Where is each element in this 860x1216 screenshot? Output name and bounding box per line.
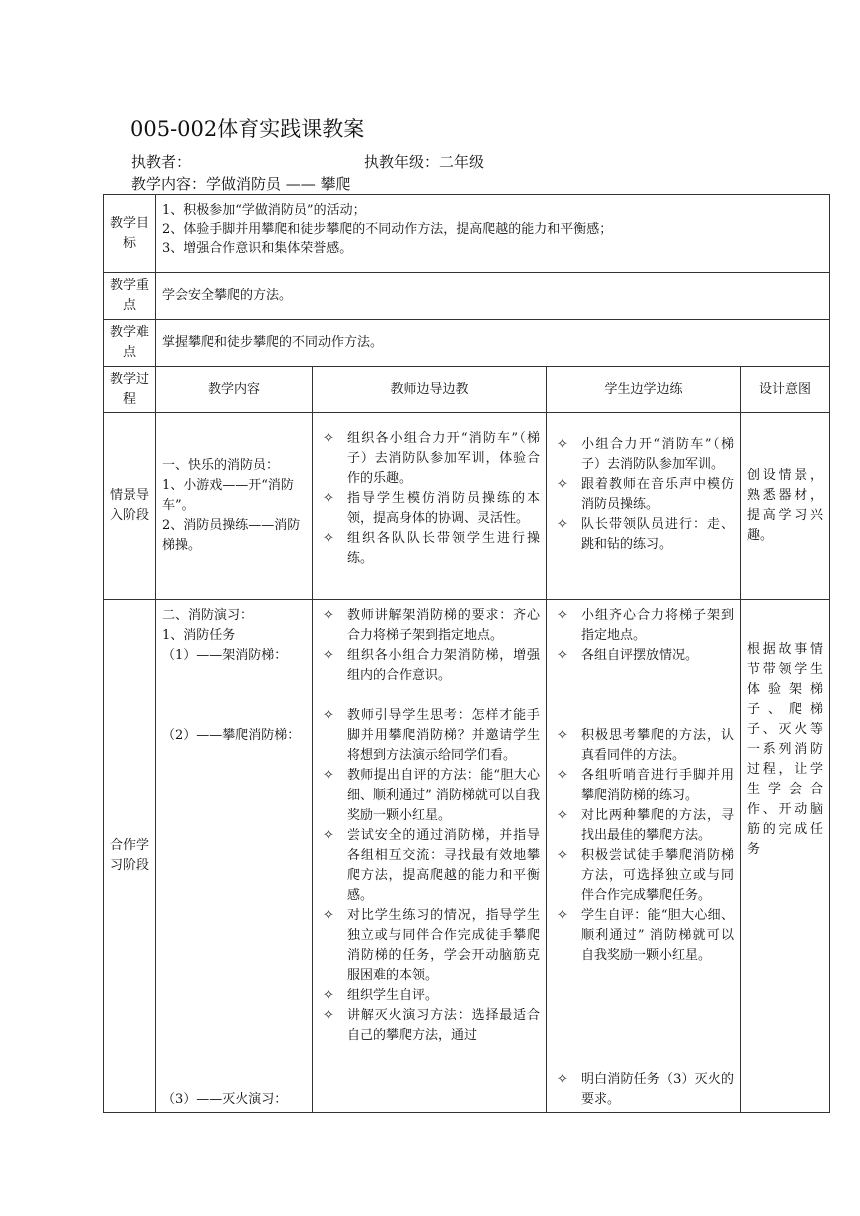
- stage2-design: 根据故事情节带领学生体验架梯子、爬梯子、灭火等一系列消防过程，让学生学会合作、开动脑筋的完成任务: [741, 600, 830, 1113]
- stage1-row: [104, 413, 830, 600]
- teacher-label: 执教者：: [131, 153, 192, 171]
- stage2-teacher-item: ✧ 教师讲解架消防梯的要求：齐心合力将梯子架到指定地点。: [323, 608, 540, 643]
- stage2-content-line: 1、消防任务: [162, 628, 236, 643]
- process-header-row: [104, 367, 830, 413]
- goals-label: 教学目标: [104, 195, 156, 273]
- bullet-icon: ✧: [323, 531, 334, 546]
- stage2-student-item: ✧ 各组听哨音进行手脚并用攀爬消防梯的练习。: [557, 768, 734, 803]
- difficulty-label: 教学难点: [104, 320, 156, 367]
- stage1-design: 创设情景，熟悉器材，提高学习兴趣。: [741, 413, 830, 600]
- bullet-icon: ✧: [557, 517, 568, 532]
- bullet-icon: ✧: [557, 728, 568, 743]
- bullet-icon: ✧: [557, 608, 568, 623]
- stage2-teacher-item: ✧ 对比学生练习的情况，指导学生独立或与同伴合作完成徒手攀爬消防梯的任务，学会开动脑筋克服困难的本领。: [323, 908, 540, 983]
- stage2-student-item: ✧ 小组齐心合力将梯子架到指定地点。: [557, 608, 734, 643]
- stage2-teacher-item: ✧ 讲解灭火演习方法：选择最适合自己的攀爬方法，通过: [323, 1008, 540, 1043]
- stage2-teacher-item: ✧ 尝试安全的通过消防梯，并指导各组相互交流：寻找最有效地攀爬方法，提高爬越的能力和平衡感。: [323, 828, 540, 903]
- stage1-teacher-item: ✧ 组织各小组合力开“消防车”（梯子）去消防队参加军训，体验合作的乐趣。: [323, 431, 540, 486]
- stage1-content-line: 一、快乐的消防员：: [162, 458, 280, 473]
- focus-text: 学会安全攀爬的方法。: [156, 273, 830, 320]
- stage1-student: [547, 413, 741, 600]
- stage2-student-item: ✧ 对比两种攀爬的方法，寻找出最佳的攀爬方法。: [557, 808, 734, 843]
- stage2-student-item: ✧ 学生自评：能“胆大心细、顺利通过” 消防梯就可以自我奖励一颗小红星。: [557, 908, 734, 963]
- stage2-student: [547, 600, 741, 1113]
- stage2-label: 合作学习阶段: [104, 600, 156, 1113]
- stage2-teacher-item: ✧ 组织学生自评。: [319, 986, 540, 1006]
- col-header-design: 设计意图: [741, 367, 830, 413]
- bullet-icon: ✧: [323, 768, 334, 783]
- bullet-icon: ✧: [557, 477, 568, 492]
- stage1-label: 情景导入阶段: [104, 413, 156, 600]
- stage1-content-line: 1、小游戏——开“消防车”。: [162, 478, 294, 513]
- focus-label: 教学重点: [104, 273, 156, 320]
- stage2-student-item: ✧ 积极尝试徒手攀爬消防梯方法，可选择独立或与同伴合作完成攀爬任务。: [557, 848, 734, 903]
- bullet-icon: ✧: [323, 908, 334, 923]
- bullet-icon: ✧: [323, 1008, 334, 1023]
- bullet-icon: ✧: [323, 988, 334, 1003]
- stage2-content: [156, 600, 313, 1113]
- stage1-student-item: ✧ 队长带领队员进行：走、跳和钻的练习。: [557, 517, 734, 552]
- bullet-icon: ✧: [323, 431, 334, 446]
- document-title: 005-002体育实践课教案: [130, 117, 365, 141]
- bullet-icon: ✧: [557, 808, 568, 823]
- goal-item: 2、体验手脚并用攀爬和徒步攀爬的不同动作方法，提高爬越的能力和平衡感；: [162, 222, 613, 237]
- stage2-teacher: [313, 600, 547, 1113]
- stage2-teacher-item: ✧ 教师引导学生思考：怎样才能手脚并用攀爬消防梯？并邀请学生将想到方法演示给同学们看。: [323, 708, 540, 763]
- bullet-icon: ✧: [323, 491, 334, 506]
- bullet-icon: ✧: [557, 648, 568, 663]
- focus-row: [104, 273, 830, 320]
- stage2-teacher-item: ✧ 教师提出自评的方法：能“胆大心细、顺利通过” 消防梯就可以自我奖励一颗小红星。: [323, 768, 540, 823]
- stage1-teacher: [313, 413, 547, 600]
- process-label: 教学过程: [104, 367, 156, 413]
- stage1-student-item: ✧ 小组合力开“消防车”（梯子）去消防队参加军训。: [557, 437, 734, 472]
- stage1-teacher-item: ✧ 指导学生模仿消防员操练的本领，提高身体的协调、灵活性。: [323, 491, 540, 526]
- stage1-student-item: ✧ 跟着教师在音乐声中模仿消防员操练。: [557, 477, 734, 512]
- bullet-icon: ✧: [557, 437, 568, 452]
- stage2-student-item: ✧ 各组自评摆放情况。: [553, 646, 734, 666]
- stage2-student-item: ✧ 积极思考攀爬的方法，认真看同伴的方法。: [557, 728, 734, 763]
- bullet-icon: ✧: [557, 908, 568, 923]
- goal-item: 1、积极参加“学做消防员”的活动；: [162, 203, 366, 218]
- col-header-student: 学生边学边练: [547, 367, 741, 413]
- stage2-content-line: 二、消防演习：: [162, 608, 254, 623]
- bullet-icon: ✧: [323, 708, 334, 723]
- col-header-content: 教学内容: [156, 367, 313, 413]
- stage2-teacher-item: ✧ 组织各小组合力架消防梯，增强组内的合作意识。: [323, 648, 540, 683]
- lesson-plan-table: [103, 194, 830, 1113]
- grade-label: 执教年级：二年级: [364, 153, 485, 171]
- goals-row: [104, 195, 830, 273]
- bullet-icon: ✧: [557, 768, 568, 783]
- bullet-icon: ✧: [557, 848, 568, 863]
- difficulty-row: [104, 320, 830, 367]
- stage2-content-line: （2）——攀爬消防梯：: [162, 728, 301, 743]
- stage1-content: [156, 413, 313, 600]
- col-header-teacher: 教师边导边教: [313, 367, 547, 413]
- goal-item: 3、增强合作意识和集体荣誉感。: [162, 241, 353, 256]
- bullet-icon: ✧: [323, 648, 334, 663]
- bullet-icon: ✧: [557, 1072, 568, 1087]
- difficulty-text: 掌握攀爬和徒步攀爬的不同动作方法。: [156, 320, 830, 367]
- goals-cell: [156, 195, 830, 273]
- stage2-student-item: ✧ 明白消防任务（3）灭火的要求。: [557, 1072, 734, 1107]
- bullet-icon: ✧: [323, 608, 334, 623]
- stage1-content-line: 2、消防员操练——消防梯操。: [162, 518, 301, 553]
- stage2-content-line: （3）——灭火演习：: [162, 1092, 288, 1107]
- lesson-content-label: 教学内容：学做消防员 —— 攀爬: [131, 175, 351, 193]
- bullet-icon: ✧: [323, 828, 334, 843]
- stage2-content-line: （1）——架消防梯：: [162, 648, 288, 663]
- stage1-teacher-item: ✧ 组织各队队长带领学生进行操练。: [323, 531, 540, 566]
- stage2-row: [104, 600, 830, 1113]
